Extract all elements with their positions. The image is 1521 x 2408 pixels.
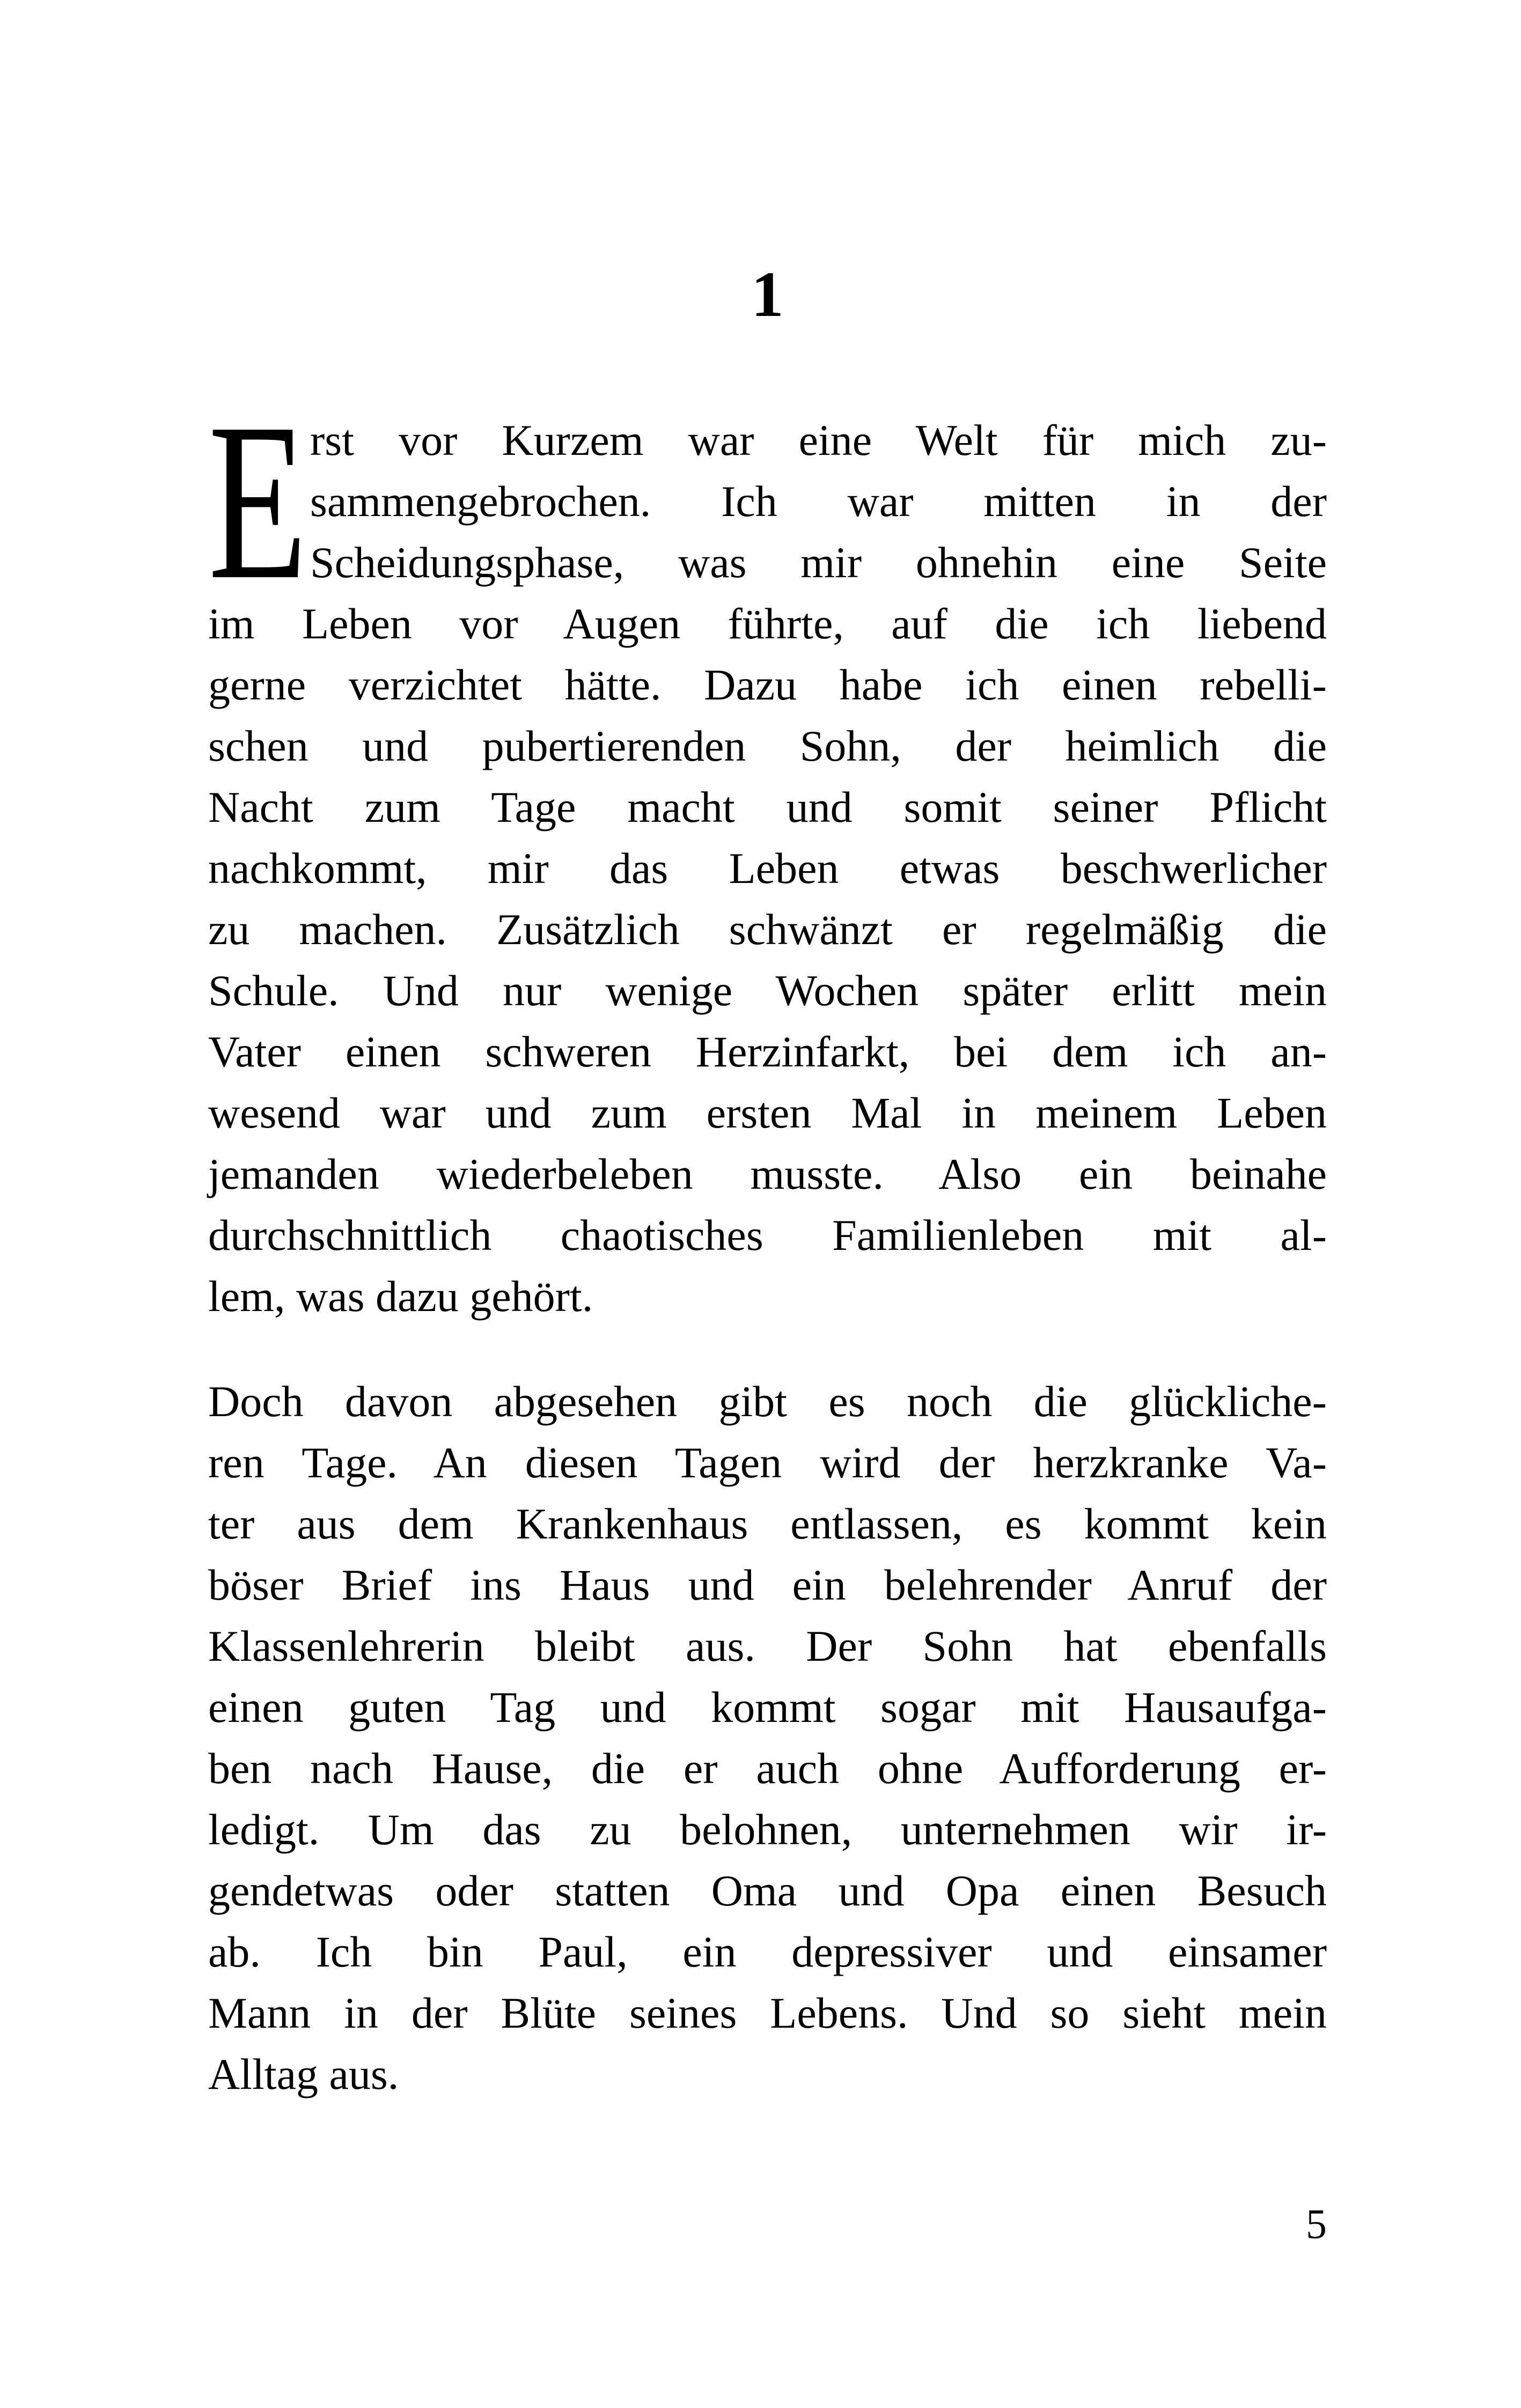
text-line: einen guten Tag und kommt sogar mit Hausaufga-	[208, 1683, 1327, 1732]
text-line: im Leben vor Augen führte, auf die ich liebend	[208, 599, 1327, 648]
text-line: schen und pubertierenden Sohn, der heimlich die	[208, 721, 1327, 770]
text-line: Vater einen schweren Herzinfarkt, bei dem ich an-	[208, 1027, 1327, 1076]
text-line: ab. Ich bin Paul, ein depressiver und einsamer	[208, 1927, 1327, 1976]
text-line: durchschnittlich chaotisches Familienleben mit al-	[208, 1211, 1327, 1260]
text-line: wesend war und zum ersten Mal in meinem Leben	[208, 1088, 1327, 1137]
text-line: ter aus dem Krankenhaus entlassen, es kommt kein	[208, 1499, 1327, 1548]
page-number: 5	[1306, 2200, 1327, 2247]
chapter-number: 1	[751, 259, 784, 330]
text-line: Klassenlehrerin bleibt aus. Der Sohn hat ebenfalls	[208, 1622, 1327, 1670]
text-line: gendetwas oder statten Oma und Opa einen Besuch	[208, 1866, 1327, 1915]
text-line: zu machen. Zusätzlich schwänzt er regelmäßig die	[208, 905, 1327, 954]
text-line: Schule. Und nur wenige Wochen später erlitt mein	[208, 966, 1327, 1015]
text-line: ben nach Hause, die er auch ohne Aufforderung er-	[208, 1744, 1327, 1793]
text-line: sammengebrochen. Ich war mitten in der	[310, 477, 1327, 526]
text-line: Doch davon abgesehen gibt es noch die glückliche-	[208, 1377, 1327, 1426]
text-line: rst vor Kurzem war eine Welt für mich zu-	[310, 416, 1327, 465]
body-text	[208, 377, 1327, 2149]
text-line: Mann in der Blüte seines Lebens. Und so sieht mein	[208, 1989, 1327, 2037]
text-line: gerne verzichtet hätte. Dazu habe ich einen rebelli-	[208, 660, 1327, 709]
text-line: Scheidungsphase, was mir ohnehin eine Seite	[310, 538, 1327, 587]
text-line: lem, was dazu gehört.	[208, 1272, 593, 1321]
text-line: nachkommt, mir das Leben etwas beschwerlicher	[208, 844, 1327, 893]
drop-cap: E	[208, 377, 307, 626]
text-line: Alltag aus.	[208, 2050, 399, 2098]
text-line: böser Brief ins Haus und ein belehrender Anruf der	[208, 1560, 1327, 1609]
text-line: Nacht zum Tage macht und somit seiner Pflicht	[208, 783, 1327, 831]
text-line: jemanden wiederbeleben musste. Also ein beinahe	[208, 1150, 1327, 1198]
text-line: ledigt. Um das zu belohnen, unternehmen wir ir-	[208, 1805, 1327, 1854]
text-line: ren Tage. An diesen Tagen wird der herzkranke Va-	[208, 1438, 1327, 1487]
